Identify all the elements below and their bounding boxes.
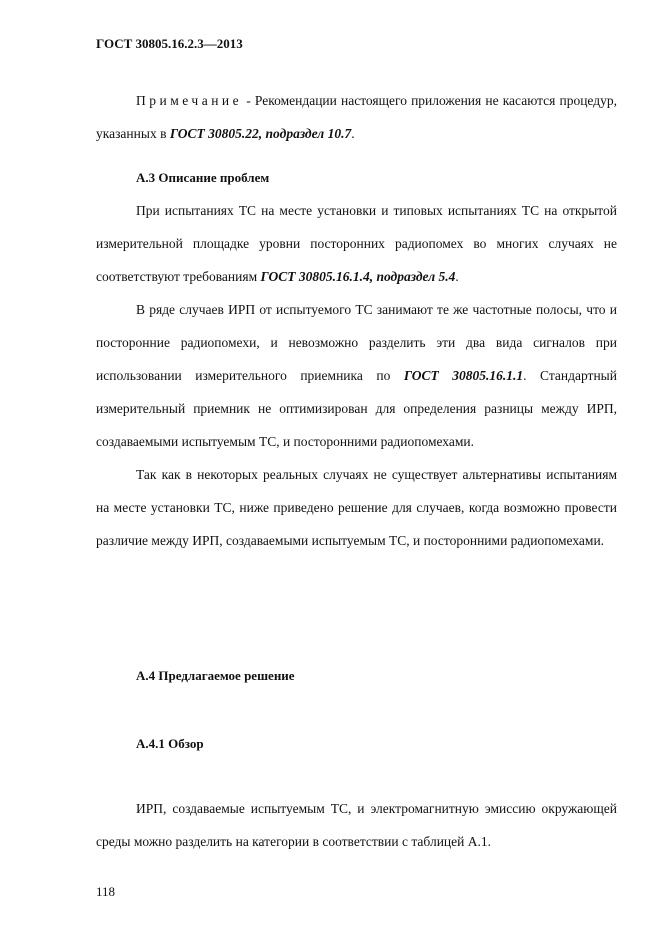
note-reference: ГОСТ 30805.22, подраздел 10.7 bbox=[169, 126, 352, 141]
paragraph-text: . Стандартный измерительный приемник не оптимизирован для определения разницы между ИРП, создаваемыми испытуемым ТС, и посторонними радиопомехами. bbox=[96, 368, 617, 449]
standard-reference: ГОСТ 30805.16.1.1 bbox=[403, 368, 524, 383]
section-a3-body bbox=[96, 194, 617, 557]
section-a41-heading: А.4.1 Обзор bbox=[136, 736, 204, 751]
section-a41-paragraph-1: ИРП, создаваемые испытуемым ТС, и электромагнитную эмиссию окружающей среды можно разделить на категории в соответствии с таблицей А.1. bbox=[96, 801, 617, 849]
document-header: ГОСТ 30805.16.2.3—2013 bbox=[96, 36, 243, 51]
note-block bbox=[96, 84, 617, 150]
section-a3-paragraph-2 bbox=[96, 293, 617, 458]
paragraph-text: При испытаниях ТС на месте установки и типовых испытаниях ТС на открытой измерительной площадке уровни посторонних радиопомех во многих случаях не соответствуют требованиям bbox=[96, 203, 617, 284]
section-a41-body bbox=[96, 792, 617, 858]
section-a3-paragraph-3: Так как в некоторых реальных случаях не существует альтернативы испытаниям на месте установки ТС, ниже приведено решение для случаев, когда возможно провести различие между ИРП, создаваемыми испытуемым ТС, и посторонними радиопомехами. bbox=[96, 467, 617, 548]
section-a3-heading: А.3 Описание проблем bbox=[136, 170, 270, 185]
note-text-b: . bbox=[351, 126, 355, 141]
page-number: 118 bbox=[96, 884, 116, 899]
note-paragraph bbox=[96, 84, 617, 150]
paragraph-text: . bbox=[455, 269, 459, 284]
note-text-a: - Рекомендации настоящего приложения не касаются процедур, указанных в bbox=[96, 93, 617, 141]
paragraph-text: В ряде случаев ИРП от испытуемого ТС занимают те же частотные полосы, что и посторонние радиопомехи, и невозможно разделить эти два вида сигналов при использовании измерительного приемника по bbox=[96, 302, 617, 383]
standard-reference: ГОСТ 30805.16.1.4, подраздел 5.4 bbox=[260, 269, 456, 284]
note-label: Примечание bbox=[136, 93, 243, 108]
section-a3-paragraph-1 bbox=[96, 194, 617, 293]
section-a4-heading: А.4 Предлагаемое решение bbox=[136, 668, 295, 683]
